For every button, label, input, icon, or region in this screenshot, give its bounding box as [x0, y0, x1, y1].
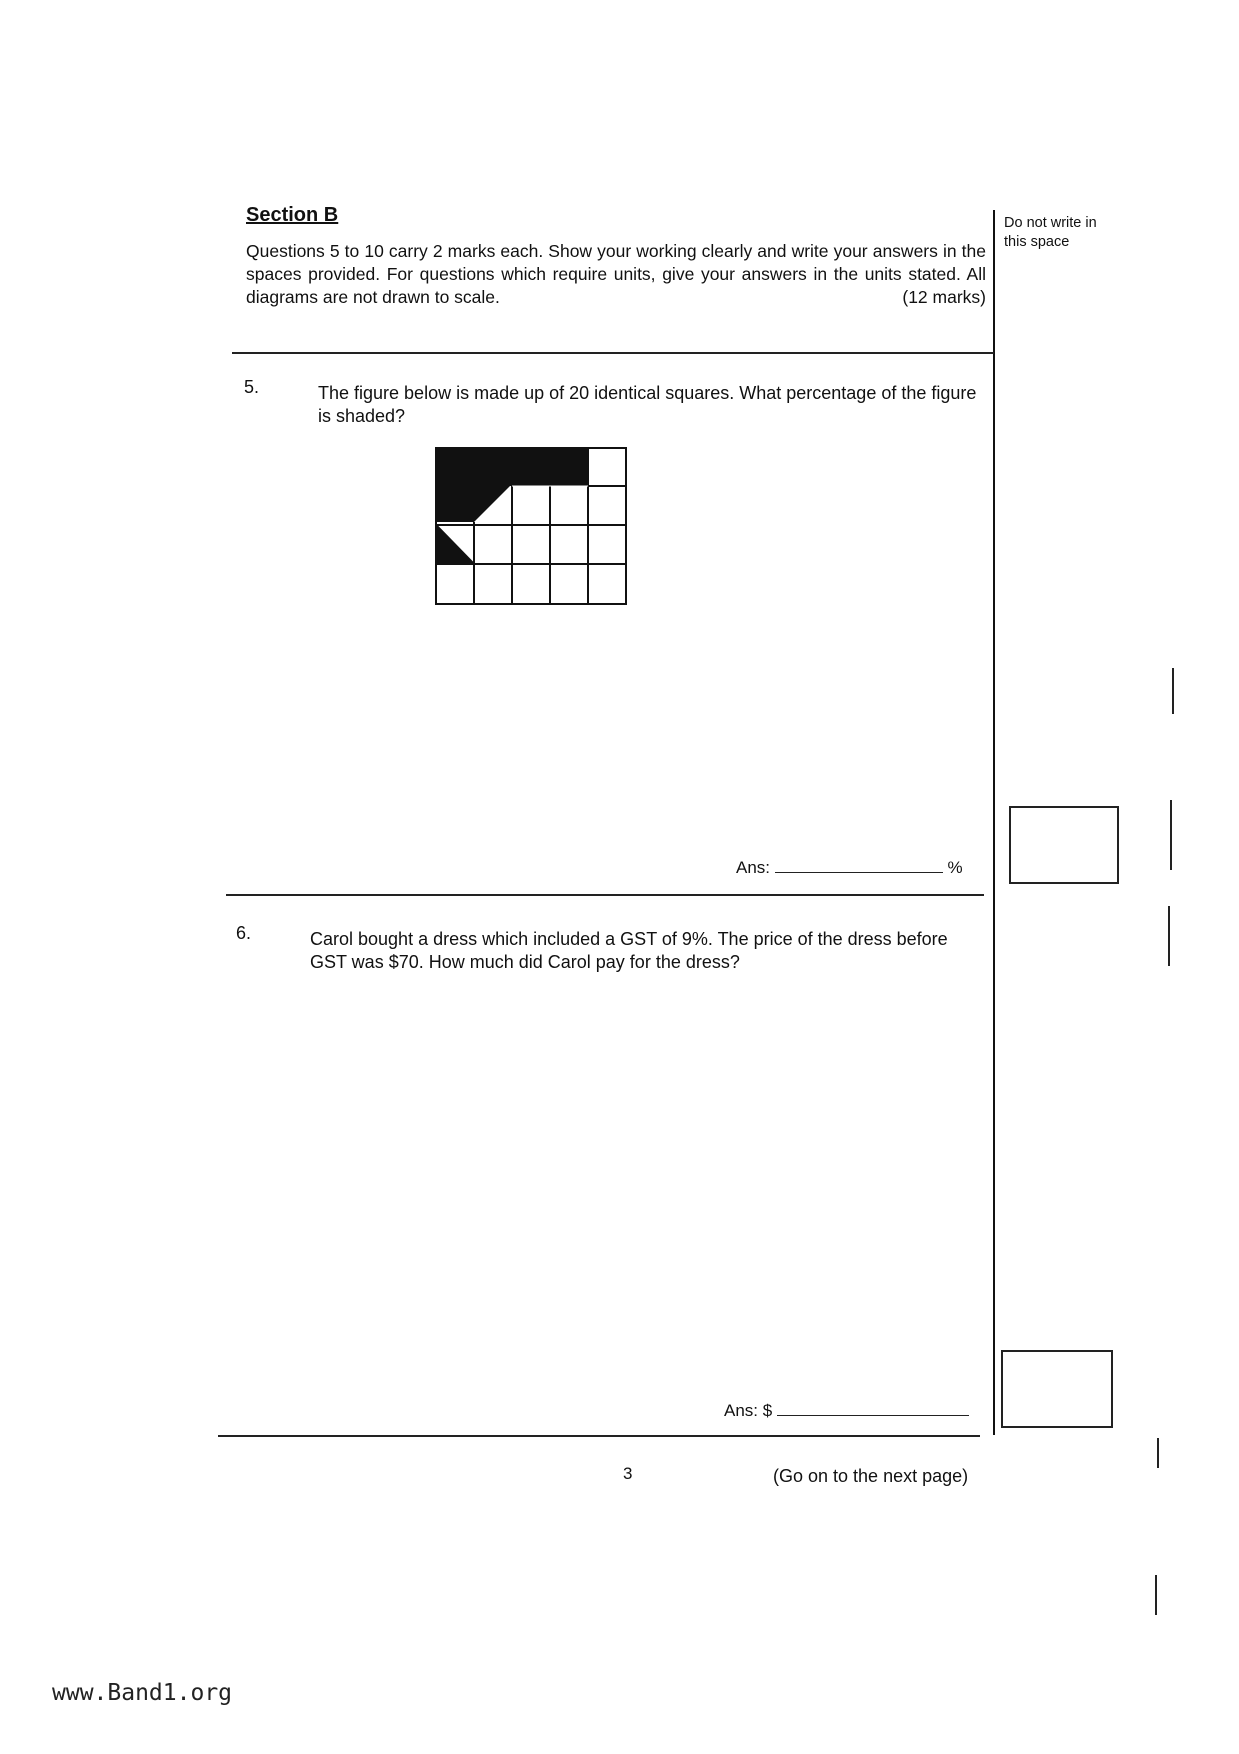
section-marks: (12 marks) [902, 287, 986, 307]
scan-mark [1170, 800, 1172, 870]
next-page-note: (Go on to the next page) [773, 1466, 969, 1486]
page-number: 3 [623, 1464, 633, 1483]
watermark: www.Band1.org [52, 1680, 233, 1706]
margin-divider [993, 210, 995, 1435]
question-6-answer-blank[interactable] [777, 1397, 969, 1416]
question-6-score-box [1001, 1350, 1113, 1428]
bottom-divider [218, 1435, 980, 1437]
header-divider [232, 352, 994, 354]
question-5-answer [736, 854, 963, 878]
question-6-text: Carol bought a dress which included a GST of 9%. The price of the dress before GST was $70. How much did Carol pay for the dress? [310, 929, 948, 972]
section-instructions [246, 240, 986, 309]
question-5-answer-prefix: Ans: [736, 858, 771, 877]
scan-mark [1155, 1575, 1157, 1615]
instructions-text: Questions 5 to 10 carry 2 marks each. Show your working clearly and write your answers in the spaces provided. For questions which require units, give your answers in the units stated. All diagrams are not drawn to scale. [246, 241, 986, 307]
question-5-answer-suffix: % [947, 858, 963, 877]
section-title: Section B [246, 204, 339, 226]
question-5-answer-blank[interactable] [775, 854, 943, 873]
question-divider [226, 894, 984, 896]
question-5-score-box [1009, 806, 1119, 884]
scan-mark [1157, 1438, 1159, 1468]
question-6-number: 6. [236, 923, 252, 943]
question-5-text: The figure below is made up of 20 identical squares. What percentage of the figure is shaded? [318, 383, 977, 426]
scan-mark [1172, 668, 1174, 714]
question-6-answer-prefix: Ans: $ [724, 1401, 773, 1420]
question-5-number: 5. [244, 377, 260, 397]
margin-note: Do not write in this space [1004, 215, 1097, 250]
shaded-grid-figure [434, 446, 630, 608]
scan-mark [1168, 906, 1170, 966]
question-6-answer [724, 1397, 969, 1421]
